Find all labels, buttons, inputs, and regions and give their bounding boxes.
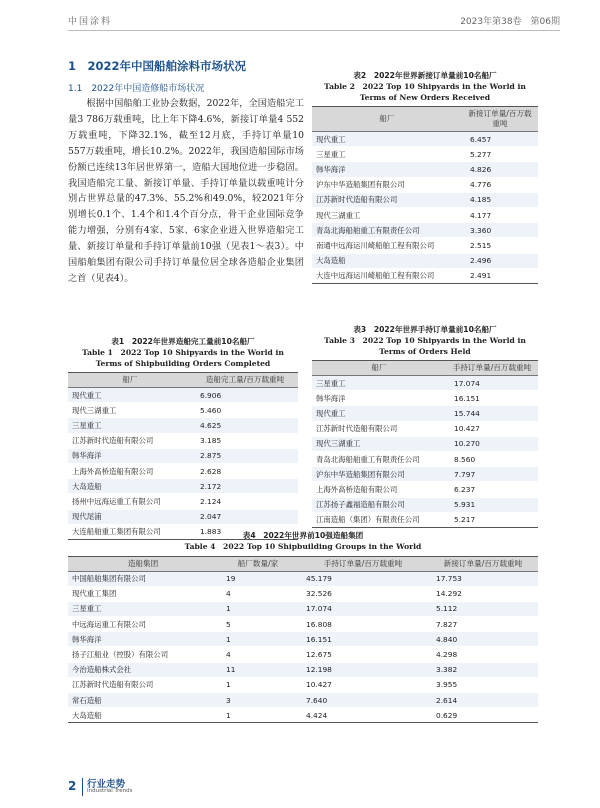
table-cell-value: 10.427 bbox=[446, 421, 538, 436]
table-2-caption-cn: 表2 2022年世界新接订单量前10名船厂 bbox=[353, 71, 497, 80]
table-cell-name: 三星重工 bbox=[312, 376, 446, 391]
table-cell-name: 上海外高桥造船有限公司 bbox=[312, 482, 446, 497]
footer-section-en: Industrial Trends bbox=[87, 788, 133, 794]
table-row bbox=[312, 376, 538, 391]
table-cell-name: 现代重工 bbox=[312, 406, 446, 421]
table-cell-value: 10.427 bbox=[298, 677, 428, 692]
table-row bbox=[312, 192, 538, 207]
table-row bbox=[68, 448, 298, 463]
table-3-block bbox=[312, 324, 538, 528]
table-3-caption-en: Table 3 2022 Top 10 Shipyards in the World in Terms of Orders Held bbox=[324, 336, 526, 356]
table-header-cell: 新接订单量/百万载重吨 bbox=[462, 107, 538, 132]
table-row bbox=[68, 418, 298, 433]
table-row bbox=[68, 677, 538, 692]
table-1-caption-cn: 表1 2022年世界造船完工量前10名船厂 bbox=[111, 337, 255, 346]
table-cell-value: 17.753 bbox=[428, 571, 538, 586]
footer-divider bbox=[82, 778, 83, 796]
table-cell-name: 大岛造船 bbox=[68, 479, 192, 494]
table-row bbox=[68, 647, 538, 662]
table-row bbox=[312, 147, 538, 162]
table-cell-value: 4.826 bbox=[462, 162, 538, 177]
table-row bbox=[312, 162, 538, 177]
table-row bbox=[312, 177, 538, 192]
table-cell-value: 5 bbox=[218, 617, 298, 632]
table-cell-value: 5.931 bbox=[446, 497, 538, 512]
table-cell-value: 2.515 bbox=[462, 238, 538, 253]
table-cell-value: 16.808 bbox=[298, 617, 428, 632]
table-cell-value: 4.625 bbox=[192, 418, 298, 433]
table-cell-name: 现代尾浦 bbox=[68, 509, 192, 524]
table-cell-name: 大岛造船 bbox=[68, 708, 218, 723]
table-cell-name: 现代重工 bbox=[68, 388, 192, 403]
table-cell-value: 3.955 bbox=[428, 677, 538, 692]
table-cell-value: 7.797 bbox=[446, 467, 538, 482]
table-cell-name: 上海外高桥造船有限公司 bbox=[68, 463, 192, 478]
table-cell-name: 三星重工 bbox=[68, 418, 192, 433]
table-row bbox=[312, 512, 538, 527]
table-cell-value: 8.560 bbox=[446, 451, 538, 466]
table-cell-name: 江苏新时代造船有限公司 bbox=[312, 192, 462, 207]
table-cell-value: 2.628 bbox=[192, 463, 298, 478]
table-cell-value: 4.776 bbox=[462, 177, 538, 192]
table-cell-value: 1 bbox=[218, 601, 298, 616]
table-row bbox=[68, 463, 298, 478]
table-1-caption-en: Table 1 2022 Top 10 Shipyards in the World in Terms of Shipbuilding Orders Completed bbox=[82, 348, 284, 368]
table-cell-value: 4 bbox=[218, 647, 298, 662]
table-row bbox=[312, 238, 538, 253]
table-cell-value: 6.906 bbox=[192, 388, 298, 403]
table-row bbox=[312, 253, 538, 268]
table-row bbox=[312, 436, 538, 451]
issue-info: 2023年第38卷 第06期 bbox=[460, 17, 560, 27]
table-cell-name: 大岛造船 bbox=[312, 253, 462, 268]
table-2-block bbox=[312, 70, 538, 284]
table-cell-name: 今治造船株式会社 bbox=[68, 662, 218, 677]
footer-section-cn: 行业走势 bbox=[87, 779, 126, 790]
table-row bbox=[68, 632, 538, 647]
table-cell-value: 2.496 bbox=[462, 253, 538, 268]
table-cell-value: 4 bbox=[218, 586, 298, 601]
table-cell-value: 12.198 bbox=[298, 662, 428, 677]
table-4-block bbox=[68, 530, 538, 723]
table-row bbox=[312, 223, 538, 238]
table-row bbox=[68, 601, 538, 616]
table-cell-name: 现代重工集团 bbox=[68, 586, 218, 601]
table-cell-value: 15.744 bbox=[446, 406, 538, 421]
table-cell-name: 韩华海洋 bbox=[68, 448, 192, 463]
table-cell-value: 1 bbox=[218, 677, 298, 692]
table-cell-name: 沪东中华造船集团有限公司 bbox=[312, 177, 462, 192]
table-row bbox=[68, 433, 298, 448]
table-cell-value: 4.424 bbox=[298, 708, 428, 723]
table-cell-value: 14.292 bbox=[428, 586, 538, 601]
table-cell-name: 现代三湖重工 bbox=[312, 207, 462, 222]
table-cell-value: 3.360 bbox=[462, 223, 538, 238]
table-cell-name: 三星重工 bbox=[312, 147, 462, 162]
table-cell-value: 4.840 bbox=[428, 632, 538, 647]
table-cell-value: 4.177 bbox=[462, 207, 538, 222]
table-cell-name: 青岛北海船舶重工有限责任公司 bbox=[312, 451, 446, 466]
table-cell-value: 0.629 bbox=[428, 708, 538, 723]
table-cell-name: 江苏扬子鑫福造船有限公司 bbox=[312, 497, 446, 512]
table-cell-value: 1 bbox=[218, 632, 298, 647]
section-title: 1 2022年中国船舶涂料市场状况 bbox=[68, 59, 247, 73]
table-row bbox=[68, 662, 538, 677]
article-section bbox=[68, 58, 304, 287]
journal-name: 中国涂料 bbox=[68, 17, 113, 27]
table-cell-value: 11 bbox=[218, 662, 298, 677]
table-header-cell: 手持订单量/百万载重吨 bbox=[298, 556, 428, 571]
table-4 bbox=[68, 556, 538, 724]
table-cell-value: 3.382 bbox=[428, 662, 538, 677]
table-cell-name: 沪东中华造船集团有限公司 bbox=[312, 467, 446, 482]
table-cell-value: 2.491 bbox=[462, 268, 538, 283]
table-cell-name: 江苏新时代造船有限公司 bbox=[68, 677, 218, 692]
table-3-caption-cn: 表3 2022年世界手持订单量前10名船厂 bbox=[353, 325, 497, 334]
table-cell-name: 现代重工 bbox=[312, 132, 462, 147]
table-row bbox=[312, 421, 538, 436]
table-cell-name: 现代三湖重工 bbox=[68, 403, 192, 418]
table-cell-name: 江南造船（集团）有限责任公司 bbox=[312, 512, 446, 527]
table-cell-name: 中远海运重工有限公司 bbox=[68, 617, 218, 632]
table-cell-name: 韩华海洋 bbox=[68, 632, 218, 647]
table-cell-value: 7.827 bbox=[428, 617, 538, 632]
table-cell-name: 三星重工 bbox=[68, 601, 218, 616]
table-cell-value: 2.124 bbox=[192, 494, 298, 509]
table-cell-name: 常石造船 bbox=[68, 693, 218, 708]
table-cell-value: 6.237 bbox=[446, 482, 538, 497]
header-divider bbox=[68, 30, 560, 31]
table-cell-name: 扬州中远海运重工有限公司 bbox=[68, 494, 192, 509]
table-row bbox=[68, 494, 298, 509]
table-cell-value: 4.185 bbox=[462, 192, 538, 207]
table-row bbox=[68, 571, 538, 586]
table-cell-value: 45.179 bbox=[298, 571, 428, 586]
table-header-cell: 船厂 bbox=[68, 373, 192, 388]
table-cell-value: 16.151 bbox=[446, 391, 538, 406]
table-cell-value: 2.047 bbox=[192, 509, 298, 524]
table-header-cell: 船厂 bbox=[312, 107, 462, 132]
table-cell-value: 3 bbox=[218, 693, 298, 708]
table-cell-value: 12.675 bbox=[298, 647, 428, 662]
table-row bbox=[68, 617, 538, 632]
table-cell-value: 10.270 bbox=[446, 436, 538, 451]
table-cell-name: 现代三湖重工 bbox=[312, 436, 446, 451]
page-number: 2 bbox=[68, 779, 77, 793]
table-1 bbox=[68, 372, 298, 540]
table-cell-name: 扬子江船业（控股）有限公司 bbox=[68, 647, 218, 662]
table-header-cell: 手持订单量/百万载重吨 bbox=[446, 361, 538, 376]
table-row bbox=[312, 451, 538, 466]
table-row bbox=[312, 406, 538, 421]
table-cell-value: 2.614 bbox=[428, 693, 538, 708]
table-2-caption-en: Table 2 2022 Top 10 Shipyards in the World in Terms of New Orders Received bbox=[324, 82, 526, 102]
table-row bbox=[312, 132, 538, 147]
table-header-cell: 船厂 bbox=[312, 361, 446, 376]
table-cell-name: 江苏新时代造船有限公司 bbox=[68, 433, 192, 448]
table-header-cell: 造船完工量/百万载重吨 bbox=[192, 373, 298, 388]
table-row bbox=[312, 497, 538, 512]
table-cell-name: 大连船舶重工集团有限公司 bbox=[68, 524, 192, 539]
table-row bbox=[312, 482, 538, 497]
table-row bbox=[68, 693, 538, 708]
table-cell-value: 2.875 bbox=[192, 448, 298, 463]
table-cell-value: 17.074 bbox=[446, 376, 538, 391]
table-row bbox=[312, 467, 538, 482]
table-cell-value: 3.185 bbox=[192, 433, 298, 448]
table-2 bbox=[312, 106, 538, 284]
table-row bbox=[68, 388, 298, 403]
table-row bbox=[68, 403, 298, 418]
table-row bbox=[312, 268, 538, 283]
table-cell-value: 5.277 bbox=[462, 147, 538, 162]
table-row bbox=[68, 708, 538, 723]
table-cell-value: 7.640 bbox=[298, 693, 428, 708]
table-cell-value: 5.112 bbox=[428, 601, 538, 616]
table-cell-value: 1.883 bbox=[192, 524, 298, 539]
table-cell-name: 南通中远海运川崎船舶工程有限公司 bbox=[312, 238, 462, 253]
table-row bbox=[312, 391, 538, 406]
table-row bbox=[68, 509, 298, 524]
table-1-block bbox=[68, 336, 298, 540]
table-cell-name: 韩华海洋 bbox=[312, 391, 446, 406]
table-cell-value: 2.172 bbox=[192, 479, 298, 494]
table-4-caption-en: Table 4 2022 Top 10 Shipbuilding Groups in the World bbox=[184, 542, 422, 551]
page-header bbox=[68, 14, 560, 28]
table-header-cell: 船厂数量/家 bbox=[218, 556, 298, 571]
table-header-cell: 造船集团 bbox=[68, 556, 218, 571]
table-cell-value: 5.460 bbox=[192, 403, 298, 418]
table-cell-value: 17.074 bbox=[298, 601, 428, 616]
table-cell-name: 大连中远海运川崎船舶工程有限公司 bbox=[312, 268, 462, 283]
table-cell-value: 32.526 bbox=[298, 586, 428, 601]
table-row bbox=[68, 479, 298, 494]
table-cell-value: 6.457 bbox=[462, 132, 538, 147]
table-row bbox=[312, 207, 538, 222]
table-cell-value: 1 bbox=[218, 708, 298, 723]
body-paragraph: 根据中国船舶工业协会数据，2022年，全国造船完工量3 786万载重吨，比上年下降4.6%，新接订单量4 552万载重吨，下降32.1%，截至12月底，手持订单量10 557万载重吨，增长10.2%。2022年，我国造船国际市场份额已连续13年居世界第一，造船大国地位进一步稳固。我国造船完工量、新接订单量、手持订单量以载重吨计分别占世界总量的47.3%、55.2%和49.0%，较2021年分别增长0.1个、1.4个和1.4个百分点，骨干企业国际竞争能力增强，分别有4家、5家、6家企业进入世界造船完工量、新接订单量和手持订单量前10强（见表1～表3）。中国船舶集团有限公司手持订单量位居全球各造船企业集团之首（见表4）。 bbox=[68, 98, 304, 284]
table-cell-name: 江苏新时代造船有限公司 bbox=[312, 421, 446, 436]
table-cell-value: 5.217 bbox=[446, 512, 538, 527]
table-3 bbox=[312, 360, 538, 528]
table-4-caption-cn: 表4 2022年世界前10强造船集团 bbox=[242, 531, 364, 540]
table-cell-value: 19 bbox=[218, 571, 298, 586]
table-cell-name: 青岛北海船舶重工有限责任公司 bbox=[312, 223, 462, 238]
table-cell-value: 16.151 bbox=[298, 632, 428, 647]
table-row bbox=[68, 586, 538, 601]
table-header-cell: 新接订单量/百万载重吨 bbox=[428, 556, 538, 571]
table-cell-name: 韩华海洋 bbox=[312, 162, 462, 177]
table-cell-value: 4.298 bbox=[428, 647, 538, 662]
table-cell-name: 中国船舶集团有限公司 bbox=[68, 571, 218, 586]
subsection-title: 1.1 2022年中国造修船市场状况 bbox=[68, 84, 205, 94]
